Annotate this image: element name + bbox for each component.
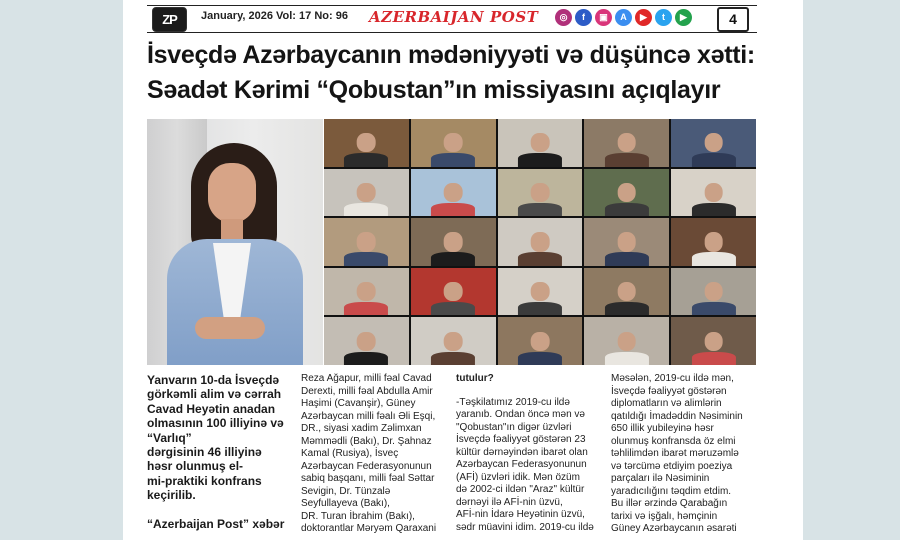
video-tile: [411, 268, 496, 316]
participant-head: [617, 232, 636, 251]
participant-body: [518, 203, 562, 216]
video-tile: [584, 218, 669, 266]
participant-body: [605, 203, 649, 216]
participant-body: [692, 352, 736, 365]
lead-paragraph: Yanvarın 10-da İsveçdə görkəmli alim və cərrah Cavad Heyətin anadan olmasının 100 illiyinə və “Varlıq” dərgisinin 46 illiyinə həsr olunmuş el- mi-praktiki konfrans keçirilib.: [147, 373, 284, 503]
twitter-icon[interactable]: t: [655, 9, 672, 26]
video-tile: [671, 169, 756, 217]
participant-head: [617, 133, 636, 152]
video-tile: [411, 169, 496, 217]
participant-body: [605, 252, 649, 265]
portrait-photo: [147, 119, 323, 365]
participant-head: [444, 232, 463, 251]
participant-body: [605, 352, 649, 365]
participant-body: [692, 203, 736, 216]
video-tile: [671, 218, 756, 266]
participant-head: [444, 183, 463, 202]
participant-head: [704, 183, 723, 202]
participant-head: [531, 232, 550, 251]
article-column-2: Reza Ağapur, milli fəal Cavad Derexti, milli fəal Abdulla Amir Haşimi (Cavanşir), Güney Azərbaycan milli fəalı Əli Eşqi, DR., siyasi xadim Zəlimxan Məmmədli (Bakı), Dr. Şahnaz Kamal (Rusiya), İsveç Azərbaycan Federasyonunun sabiq başqanı, milli fəal Səttar Sevigin, Dr. Tünzalə Seyfullayeva (Bakı), DR. Turan İbrahim (Bakı), doktorantlar Məryəm Qaraxani: [301, 373, 437, 534]
video-tile: [324, 169, 409, 217]
participant-head: [444, 133, 463, 152]
participant-head: [617, 332, 636, 351]
page-number: 4: [717, 7, 749, 32]
video-tile: [324, 119, 409, 167]
participant-body: [518, 252, 562, 265]
participant-body: [344, 302, 388, 315]
video-tile: [324, 218, 409, 266]
article-lead: [147, 373, 317, 540]
newspaper-brand: AZERBAIJAN POST: [369, 8, 539, 26]
participant-head: [531, 282, 550, 301]
participant-head: [617, 183, 636, 202]
headline-line-2: Səadət Kərimi “Qobustan”ın missiyasını açıqlayır: [147, 76, 721, 104]
issue-info: January, 2026 Vol: 17 No: 96: [201, 10, 348, 22]
video-tile: [324, 317, 409, 365]
participant-head: [357, 232, 376, 251]
video-tile: [411, 218, 496, 266]
video-tile: [324, 268, 409, 316]
video-tile: [498, 218, 583, 266]
video-tile: [498, 119, 583, 167]
video-tile: [584, 317, 669, 365]
googleplay-icon[interactable]: ▶: [675, 9, 692, 26]
participant-head: [531, 133, 550, 152]
newspaper-logo[interactable]: [152, 7, 187, 32]
participant-body: [344, 352, 388, 365]
participant-head: [704, 133, 723, 152]
video-tile: [498, 268, 583, 316]
video-tile: [411, 119, 496, 167]
social-icons: [555, 9, 692, 26]
participant-body: [518, 352, 562, 365]
participant-body: [605, 302, 649, 315]
participant-head: [704, 332, 723, 351]
headline: [147, 38, 797, 108]
logo-text: ZP: [162, 12, 177, 27]
participant-head: [357, 282, 376, 301]
column-3-text: -Təşkilatımız 2019-cu ildə yaranıb. Ondan öncə mən və "Qobustan"ın digər üzvləri İsveçdə fəaliyyət göstərən 23 kültür dərnəyindən ibarət olan Azərbaycan Federasyonunun (AFİ) üzvləri idik. Mən özüm də 2002-ci ildən "Araz" kültür dərnəyi ilə AFİ-nin üzvü, AFİ-nin İdarə Heyətinin üzvü, sədr müavini idim. 2019-cu ildə: [456, 396, 594, 533]
article-column-4: Məsələn, 2019-cu ildə mən, İsveçdə fəaliyyət göstərən diplomatların və alimlərin qatıldığı İmadəddin Nəsiminin 650 illik yubileyinə həsr olunmuş konfransda öz elmi təhlilimdən ibarət məruzəmlə və tərcümə etdiyim poeziya parçaları ilə Nəsiminin yaradıcılığını təqdim etdim. Bu illər ərzində Qarabağın tarixi və işğalı, həmçinin Güney Azərbaycanın əsarəti: [611, 373, 743, 534]
video-tile: [671, 268, 756, 316]
participant-head: [531, 183, 550, 202]
newspaper-page: [123, 0, 803, 540]
masthead-top-rule: [147, 5, 757, 6]
lead-paragraph-2: “Azerbaijan Post” xəbər: [147, 516, 285, 531]
participant-body: [431, 352, 475, 365]
participant-body: [431, 153, 475, 166]
participant-body: [692, 302, 736, 315]
masthead: [123, 0, 803, 36]
video-tile: [671, 119, 756, 167]
masthead-bottom-rule: [147, 32, 757, 33]
participant-head: [704, 232, 723, 251]
instagram-icon[interactable]: ◎: [555, 9, 572, 26]
participant-body: [431, 302, 475, 315]
video-tile: [584, 268, 669, 316]
video-conference-collage: [324, 119, 756, 365]
participant-body: [431, 252, 475, 265]
portrait-face: [208, 163, 256, 223]
participant-body: [518, 302, 562, 315]
video-tile: [584, 169, 669, 217]
participant-head: [357, 183, 376, 202]
participant-body: [344, 203, 388, 216]
column-3-subhead: tutulur?: [456, 373, 494, 384]
appstore-icon[interactable]: A: [615, 9, 632, 26]
participant-head: [357, 133, 376, 152]
youtube-icon[interactable]: ▶: [635, 9, 652, 26]
participant-head: [617, 282, 636, 301]
participant-head: [357, 332, 376, 351]
participant-body: [692, 252, 736, 265]
article-column-3: [456, 373, 606, 534]
portrait-hands: [195, 317, 265, 339]
video-tile: [671, 317, 756, 365]
instagram-alt-icon[interactable]: ▣: [595, 9, 612, 26]
participant-body: [344, 153, 388, 166]
participant-head: [531, 332, 550, 351]
participant-head: [444, 332, 463, 351]
participant-body: [431, 203, 475, 216]
participant-body: [344, 252, 388, 265]
video-tile: [411, 317, 496, 365]
participant-head: [704, 282, 723, 301]
participant-head: [444, 282, 463, 301]
video-tile: [498, 169, 583, 217]
facebook-icon[interactable]: f: [575, 9, 592, 26]
video-tile: [584, 119, 669, 167]
participant-body: [605, 153, 649, 166]
participant-body: [692, 153, 736, 166]
headline-line-1: İsveçdə Azərbaycanın mədəniyyəti və düşüncə xətti:: [147, 41, 755, 69]
participant-body: [518, 153, 562, 166]
video-tile: [498, 317, 583, 365]
